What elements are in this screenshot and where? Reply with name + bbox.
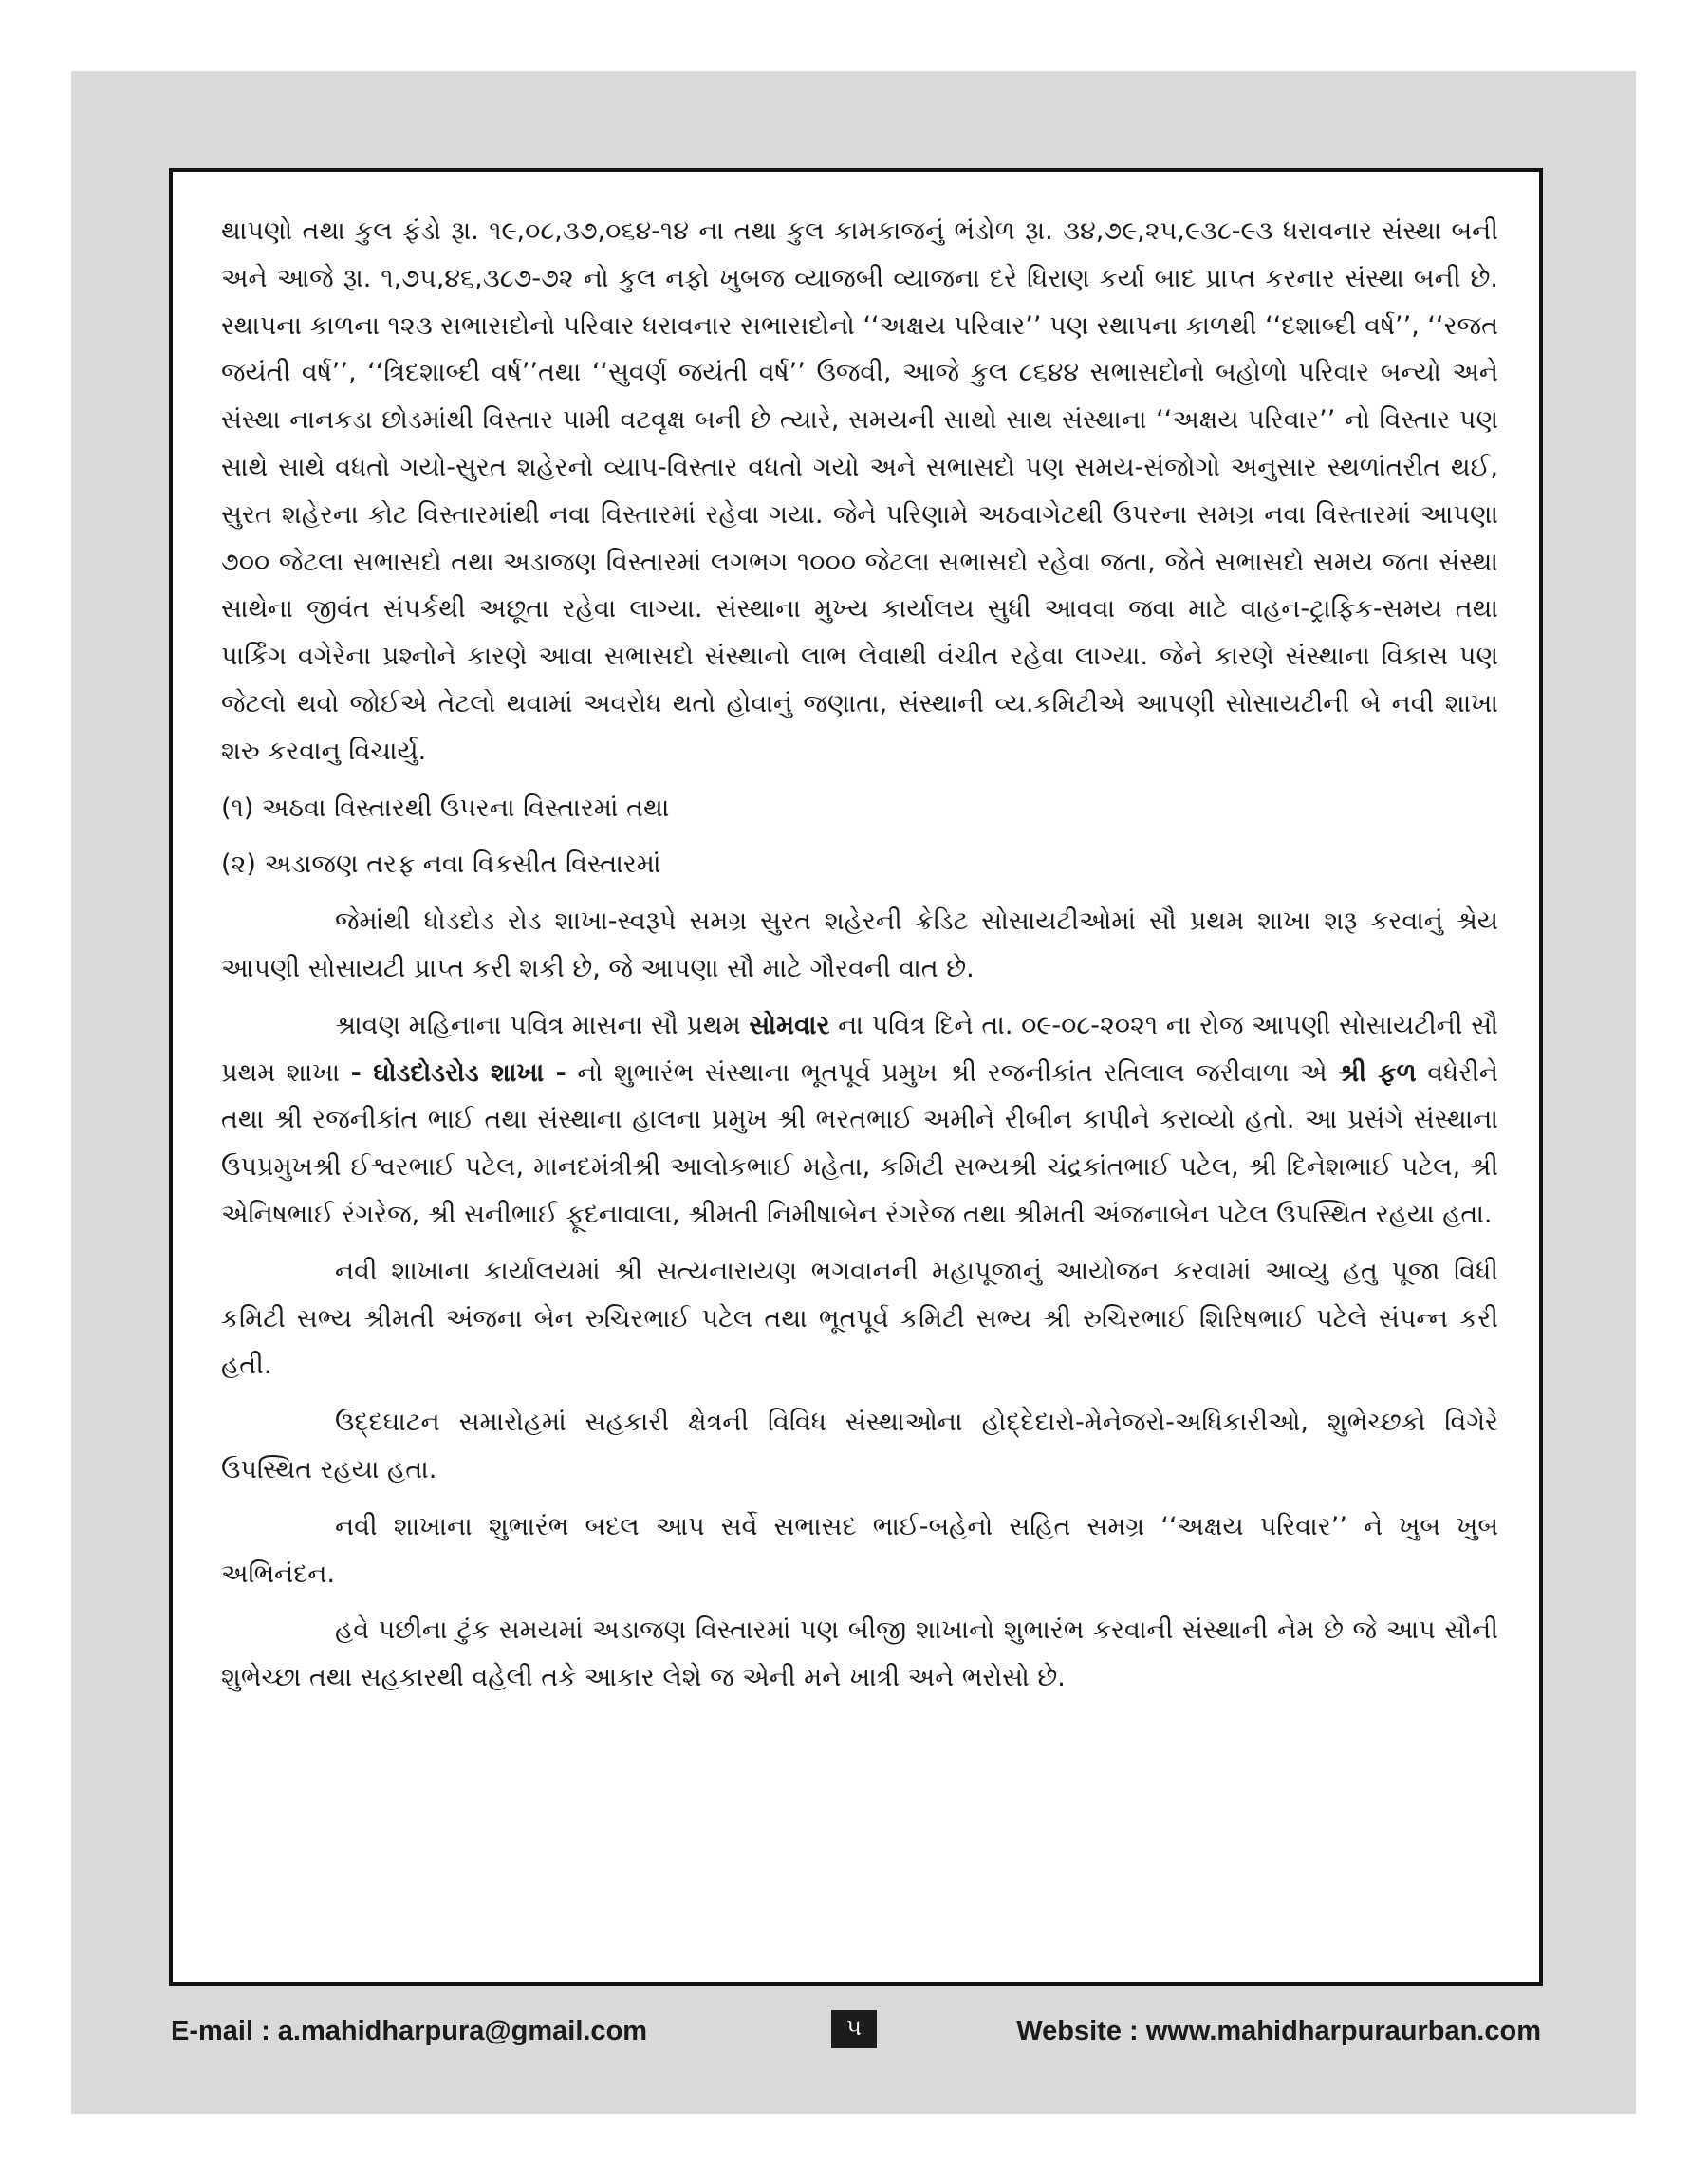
- paragraph-inauguration: [221, 1002, 1498, 1239]
- list-item-1: (૧) અઠવા વિસ્તારથી ઉપરના વિસ્તારમાં તથા: [221, 793, 670, 823]
- paragraph-congratulations: નવી શાખાના શુભારંભ બદલ આપ સર્વે સભાસદ ભાઈ-બહેનો સહિત સમગ્ર ‘‘અક્ષય પરિવાર’’ ને ખુબ ખુબ અભિનંદન.: [221, 1511, 1498, 1589]
- text-segment: શ્રાવણ મહિનાના પવિત્ર માસના સૌ પ્રથમ: [335, 1010, 750, 1040]
- paragraph-first-branch: જેમાંથી ધોડદોડ રોડ શાખા-સ્વરૂપે સમગ્ર સુરત શહેરની ક્રેડિટ સોસાયટીઓમાં સૌ પ્રથમ શાખા શરૂ કરવાનું શ્રેય આપણી સોસાયટી પ્રાપ્ત કરી શકી છે, જે આપણા સૌ માટે ગૌરવની વાત છે.: [221, 906, 1498, 983]
- list-item-2: (૨) અડાજણ તરફ નવા વિકસીત વિસ્તારમાં: [221, 849, 661, 880]
- text-segment: ના પવિત્ર દિને તા. ૦૯-૦૮-૨૦૨૧ ના રોજ આપણી સોસાયટીની સૌ પ્રથમ શાખા: [221, 1010, 1498, 1088]
- paragraph-history: થાપણો તથા કુલ ફંડો રૂા. ૧૯,૦૮,૩૭,૦૬૪-૧૪ ના તથા કુલ કામકાજનું ભંડોળ રૂા. ૩૪,૭૯,૨૫,૯૩૮-૯૩ ધરાવનાર સંસ્થા બની અને આજે રૂા. ૧,૭૫,૪૬,૩૮૭-૭૨ નો કુલ નફો ખુબજ વ્યાજબી વ્યાજના દરે ધિરાણ કર્યા બાદ પ્રાપ્ત કરનાર સંસ્થા બની છે. સ્થાપના કાળના ૧૨૩ સભાસદોનો પરિવાર ધરાવનાર સભાસદોનો ‘‘અક્ષય પરિવાર’’ પણ સ્થાપના કાળથી ‘‘દશાબ્દી વર્ષ’’, ‘‘રજત જયંતી વર્ષ’’, ‘‘ત્રિદશાબ્દી વર્ષ’’તથા ‘‘સુવર્ણ જયંતી વર્ષ’’ ઉજવી, આજે કુલ ૮૬૪૪ સભાસદોનો બહોળો પરિવાર બન્યો અને સંસ્થા નાનકડા છોડમાંથી વિસ્તાર પામી વટવૃક્ષ બની છે ત્યારે, સમયની સાથો સાથ સંસ્થાના ‘‘અક્ષય પરિવાર’’ નો વિસ્તાર પણ સાથે સાથે વધતો ગયો-સુરત શહેરનો વ્યાપ-વિસ્તાર વધતો ગયો અને સભાસદો પણ સમય-સંજોગો અનુસાર સ્થળાંતરીત થઈ, સુરત શહેરના કોટ વિસ્તારમાંથી નવા વિસ્તારમાં રહેવા ગયા. જેને પરિણામે અઠવાગેટથી ઉપરના સમગ્ર નવા વિસ્તારમાં આપણા ૭૦૦ જેટલા સભાસદો તથા અડાજણ વિસ્તારમાં લગભગ ૧૦૦૦ જેટલા સભાસદો રહેવા જતા, જેતે સભાસદો સમય જતા સંસ્થા સાથેના જીવંત સંપર્કથી અછૂતા રહેવા લાગ્યા. સંસ્થાના મુખ્ય કાર્યાલય સુધી આવવા જવા માટે વાહન-ટ્રાફિક-સમય તથા પાર્કિંગ વગેરેના પ્રશ્નોને કારણે આવા સભાસદો સંસ્થાનો લાભ લેવાથી વંચીત રહેવા લાગ્યા. જેને કારણે સંસ્થાના વિકાસ પણ જેટલો થવો જોઈએ તેટલો થવામાં અવરોધ થતો હોવાનું જણાતા, સંસ્થાની વ્ય.કમિટીએ આપણી સોસાયટીની બે નવી શાખા શરુ કરવાનુ વિચાર્યુ.: [221, 216, 1498, 766]
- bold-shriphal: શ્રી ફળ: [1338, 1057, 1417, 1088]
- text-segment: વધેરીને તથા શ્રી રજનીકાંત ભાઈ તથા સંસ્થાના હાલના પ્રમુખ શ્રી ભરતભાઈ અમીને રીબીન કાપીને કરાવ્યો હતો. આ પ્રસંગે સંસ્થાના ઉપપ્રમુખશ્રી ઈશ્વરભાઈ પટેલ, માનદમંત્રીશ્રી આલોકભાઈ મહેતા, કમિટી સભ્યશ્રી ચંદ્રકાંતભાઈ પટેલ, શ્રી દિનેશભાઈ પટેલ, શ્રી એનિષભાઈ રંગરેજ, શ્રી સનીભાઈ ફૂદનાવાલા, શ્રીમતી નિમીષાબેન રંગરેજ તથા શ્રીમતી અંજનાબેન પટેલ ઉપસ્થિત રહયા હતા.: [221, 1057, 1499, 1229]
- paragraph-puja: નવી શાખાના કાર્યાલયમાં શ્રી સત્યનારાયણ ભગવાનની મહાપૂજાનું આયોજન કરવામાં આવ્યુ હતુ પૂજા વિધી કમિટી સભ્ય શ્રીમતી અંજના બેન રુચિરભાઈ પટેલ તથા ભૂતપૂર્વ કમિટી સભ્ય શ્રી રુચિરભાઈ શિરિષભાઈ પટેલે સંપન્ન કરી હતી.: [221, 1256, 1498, 1381]
- page-number-badge: ૫: [831, 2010, 877, 2048]
- bold-branch-name: - ઘોડદોડરોડ શાખા -: [350, 1057, 566, 1088]
- article-body: [221, 208, 1498, 1702]
- footer-email: E-mail : a.mahidharpura@gmail.com: [171, 2016, 648, 2046]
- text-segment: નો શુભારંભ સંસ્થાના ભૂતપૂર્વ પ્રમુખ શ્રી રજનીકાંત રતિલાલ જરીવાળા એ: [566, 1057, 1339, 1088]
- bold-monday: સોમવાર: [749, 1010, 830, 1040]
- paragraph-future-branch: હવે પછીના ટુંક સમયમાં અડાજણ વિસ્તારમાં પણ બીજી શાખાનો શુભારંભ કરવાની સંસ્થાની નેમ છે જે આપ સૌની શુભેચ્છા તથા સહકારથી વહેલી તકે આકાર લેશે જ એની મને ખાત્રી અને ભરોસો છે.: [221, 1615, 1498, 1693]
- paragraph-ceremony: ઉદ્દઘાટન સમારોહમાં સહકારી ક્ષેત્રની વિવિધ સંસ્થાઓના હોદ્દેદારો-મેનેજરો-અધિકારીઓ, શુભેચ્છકો વિગેરે ઉપસ્થિત રહયા હતા.: [221, 1408, 1498, 1484]
- footer-website: Website : www.mahidharpuraurban.com: [1016, 2016, 1541, 2046]
- article-frame: [169, 168, 1543, 1986]
